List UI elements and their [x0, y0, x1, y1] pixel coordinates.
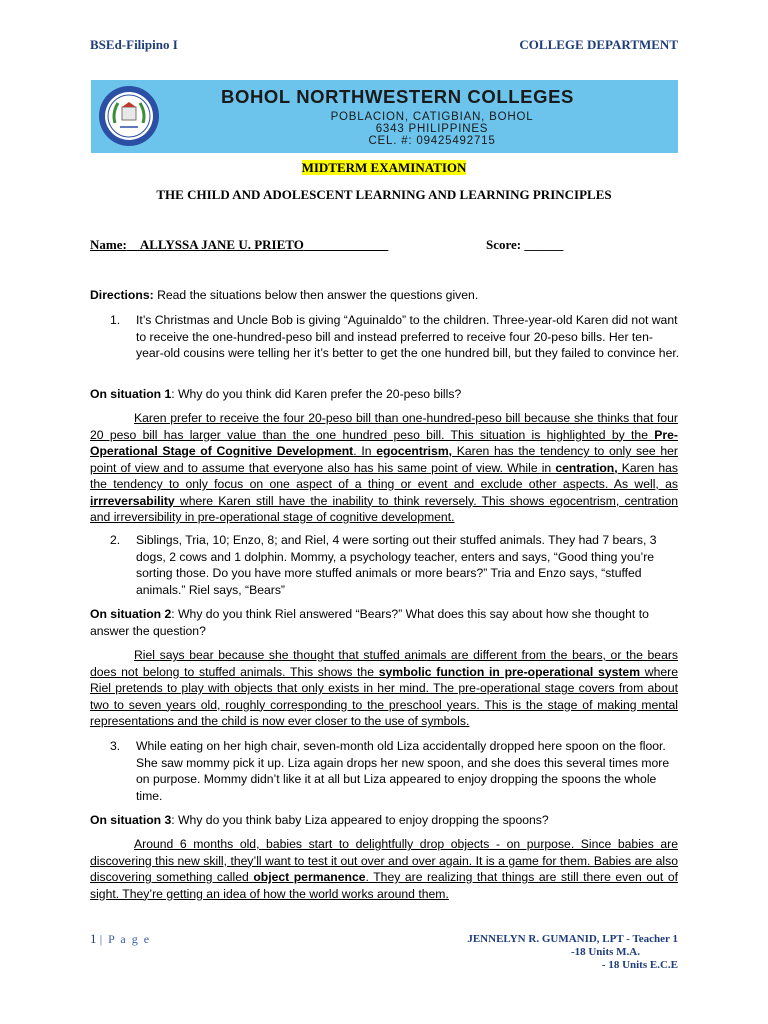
student-name: ALLYSSA JANE U. PRIETO [139, 237, 304, 252]
student-name-row [90, 237, 388, 253]
question-text: : Why do you think baby Liza appeared to enjoy dropping the spoons? [171, 813, 549, 827]
question-text: : Why do you think did Karen prefer the 20-peso bills? [171, 387, 462, 401]
score-field: Score: ______ [486, 237, 564, 252]
answer: Around 6 months old, babies start to delightfully drop objects - on purpose. Since babies are discovering this new skill, they’ll want to test it out over and over again. It is a game for them. Babies are also discovering something called object permanence. They are realizing that things are still there even out of sight. They’re getting an idea of how the world works around them. [90, 837, 678, 901]
school-phone: CEL. #: 09425492715 [368, 135, 496, 147]
item-number: 1. [110, 313, 121, 327]
answer-keyterm: Pre-Operational Stage of Cognitive Development [90, 427, 678, 458]
exam-title: MIDTERM EXAMINATION [301, 160, 467, 175]
question-label: On situation 1 [90, 387, 172, 401]
item-number: 3. [110, 739, 121, 753]
teacher-credit [418, 933, 678, 972]
page-footer [90, 931, 151, 947]
page-label: | P a g e [99, 932, 151, 946]
answer-keyterm: egocentrism, [376, 444, 453, 458]
directions-text: Read the situations below then answer the questions given. [157, 288, 479, 302]
answer-keyterm: symbolic function in pre-operational system [378, 664, 641, 679]
department-label: COLLEGE DEPARTMENT [519, 37, 678, 52]
directions-label: Directions: [90, 288, 154, 302]
school-country: 6343 PHILIPPINES [375, 123, 489, 135]
teacher-units-ma: -18 Units M.A. [570, 946, 640, 958]
answer-keyterm: object permanence [253, 870, 366, 884]
school-address: POBLACION, CATIGBIAN, BOHOL [330, 111, 534, 123]
program-label: BSEd-Filipino I [90, 37, 178, 52]
item-number: 2. [110, 533, 121, 547]
item-text: Siblings, Tria, 10; Enzo, 8; and Riel, 4 were sorting out their stuffed animals. They had 7 bears, 3 dogs, 2 cows and 1 dolphin. Mommy, a psychology teacher, enters and says, “Good thing you’re sorting those. Do you have more stuffed animals or more bears?” Tria and Enzo says, “stuffed animals.” Riel says, “Bears” [136, 533, 657, 597]
name-label: Name: [90, 237, 127, 252]
answer: Karen prefer to receive the four 20-peso bill than one-hundred-peso bill because she thinks that four 20 peso bill has larger value than the one hundred peso bill. This situation is highlighted by the Pre-Operational Stage of Cognitive Development. In egocentrism, Karen has the tendency to only see her point of view and to assume that everyone also has his same point of view. While in centration, Karen has the tendency to only focus on one aspect of a thing or event and exclude other aspects. As well, as irrreversability where Karen still have the inability to think reversely. This shows egocentrism, centration and irreversibility in pre-operational stage of cognitive development. [90, 411, 678, 524]
page-number: 1 [90, 931, 97, 946]
school-banner [91, 80, 678, 153]
answer-keyterm: irrreversability [90, 493, 175, 508]
directions [90, 287, 678, 304]
question-label: On situation 2 [90, 607, 172, 621]
subject-title: THE CHILD AND ADOLESCENT LEARNING AND LEARNING PRINCIPLES [156, 187, 612, 202]
answer: Riel says bear because she thought that stuffed animals are different from the bears, or the bears does not belong to stuffed animals. This shows the symbolic function in pre-operational system where Riel pretends to play with objects that only exists in her mind. The pre-operational stage covers from about two to seven years old, roughly corresponding to the preschool years. This is the stage of making mental representations and the child is now ever closer to the use of symbols. [90, 648, 678, 728]
teacher-name: JENNELYN R. GUMANID, LPT - Teacher 1 [467, 933, 678, 945]
question [90, 812, 678, 829]
question [90, 606, 678, 639]
item-text: While eating on her high chair, seven-month old Liza accidentally dropped here spoon on the floor. She saw mommy pick it up. Liza again drops her new spoon, and she does this several times more on purpose. Mommy didn’t like it at all but Liza appeared to enjoy dropping the spoons the whole time. [136, 739, 670, 803]
question-label: On situation 3 [90, 813, 172, 827]
item-text: It’s Christmas and Uncle Bob is giving “Aguinaldo” to the children. Three-year-old Karen did not want to receive the one-hundred-peso bill and instead preferred to receive four 20-peso bills. Her ten-year-old cousins were telling her it’s better to get the one hundred bill, but they failed to convince her. [136, 313, 680, 360]
answer-keyterm: centration, [555, 460, 618, 475]
teacher-units-ece: - 18 Units E.C.E [601, 959, 678, 971]
question [90, 386, 678, 403]
school-name: BOHOL NORTHWESTERN COLLEGES [221, 86, 574, 107]
question-text: : Why do you think Riel answered “Bears?” What does this say about how she thought to answer the question? [90, 607, 649, 638]
